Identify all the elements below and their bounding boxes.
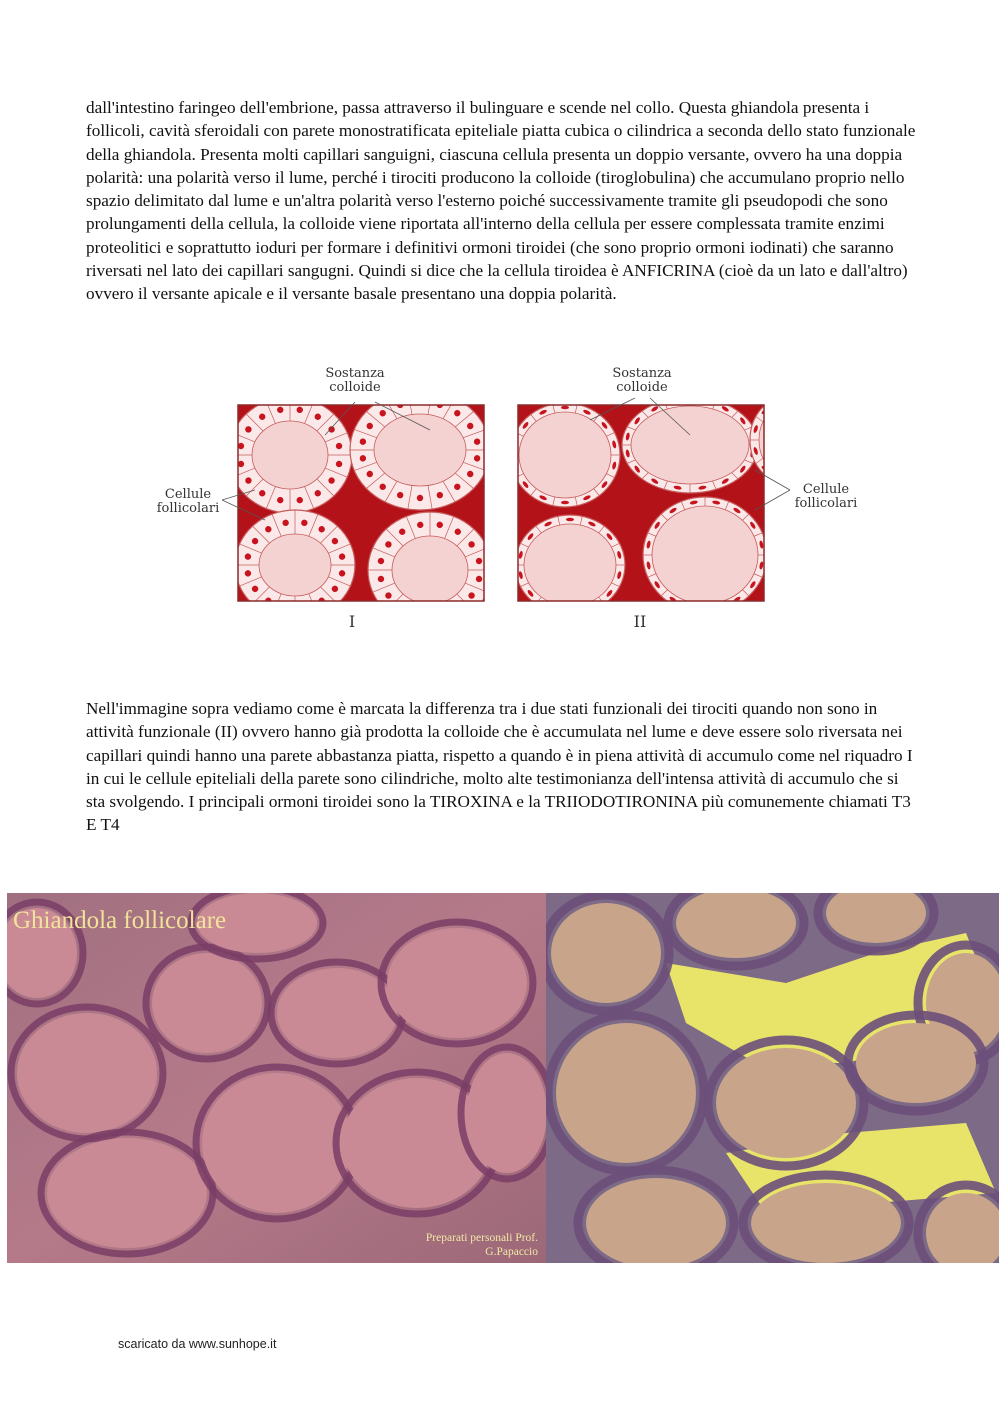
label-follicolari-left: follicolari bbox=[156, 501, 220, 516]
histology-photo-right bbox=[546, 893, 999, 1263]
follicle-diagram-svg bbox=[130, 360, 890, 650]
photo-follicle-colloid bbox=[716, 1048, 856, 1158]
follicle-active bbox=[368, 512, 492, 628]
photo-follicle-colloid bbox=[152, 953, 262, 1053]
photo-follicle-colloid bbox=[751, 1183, 901, 1263]
label-sostanza-right: Sostanza bbox=[612, 366, 672, 381]
panel-label-ii: II bbox=[633, 612, 647, 631]
photo-follicle-colloid bbox=[856, 1023, 976, 1103]
photo-title: Ghiandola follicolare bbox=[13, 907, 227, 934]
photo-follicle-colloid bbox=[17, 1013, 157, 1133]
photo-follicle-colloid bbox=[202, 1073, 352, 1213]
label-colloide-right: colloide bbox=[616, 380, 668, 395]
follicle-resting bbox=[622, 397, 758, 493]
photo-follicle-colloid bbox=[387, 928, 527, 1038]
follicle-resting bbox=[510, 403, 620, 507]
follicle-resting bbox=[515, 515, 625, 615]
photo-follicle-colloid bbox=[467, 1053, 546, 1173]
photo-follicle-colloid bbox=[551, 903, 661, 1003]
photo-follicle-colloid bbox=[47, 1138, 207, 1248]
paragraph-intro: dall'intestino faringeo dell'embrione, passa attraverso il bulinguare e scende nel collo. Questa ghiandola presenta i follicoli, cavità sferoidali con parete monostratificata epiteliale piatta cubica o cilindrica a seconda dello stato funzionale della ghiandola. Presenta molti capillari sanguigni, ciascuna cellula presenta un doppio versante, ovvero ha una doppia polarità: una polarità verso il lume, perché i tirociti producono la colloide (tiroglobulina) che accumulano proprio nello spazio delimitato dal lume e un'altra polarità verso l'esterno poiché successivamente tramite gli pseudopodi che sono prolungamenti della cellula, la colloide viene riportata all'interno della cellula per essere complessata tramite enzimi proteolitici e soprattutto ioduri per formare i definitivi ormoni tiroidei (che sono proprio ormoni iodinati) che saranno riversati nel lato dei capillari sangugni. Quindi si dice che la cellula tiroidea è ANFICRINA (cioè da un lato e dall'altro) ovvero il versante apicale e il versante basale presentano una doppia polarità. bbox=[86, 98, 916, 304]
follicle-active bbox=[228, 397, 352, 513]
paragraph-explanation: Nell'immagine sopra vediamo come è marcata la differenza tra i due stati funzionali dei tirociti quando non sono in attività funzionale (II) ovvero hanno già prodotta la colloide che è accumulata nel lume e deve essere solo riversata nei capillari quindi hanno una parete abbastanza piatta, rispetto a quando è in piena attività di accumulo come nel riquadro I in cui le cellule epiteliali della parete sono cilindriche, molto alte testimonianza dell'intensa attività di accumulo che si sta svolgendo. I principali ormoni tiroidei sono la TIROXINA e la TRIIODOTIRONINA più comunemente chiamati T3 E T4 bbox=[86, 699, 913, 835]
panel-ii-histology bbox=[510, 397, 810, 615]
photo-credit bbox=[426, 1231, 538, 1259]
photo-follicle-colloid bbox=[556, 1023, 696, 1163]
follicle-resting bbox=[643, 497, 767, 613]
label-sostanza-left: Sostanza bbox=[325, 366, 385, 381]
label-follicolari-right: follicolari bbox=[794, 496, 858, 511]
follicle-diagram bbox=[130, 360, 890, 650]
label-cellule-left: Cellule bbox=[164, 487, 212, 502]
panel-i-histology bbox=[228, 390, 492, 628]
footer-source: scaricato da www.sunhope.it bbox=[118, 1337, 277, 1351]
histology-photo-left-image bbox=[7, 893, 546, 1263]
histology-photo-left bbox=[7, 893, 546, 1263]
label-cellule-right: Cellule bbox=[802, 482, 850, 497]
follicle-active bbox=[350, 390, 490, 510]
follicle-active bbox=[235, 510, 355, 620]
label-colloide-left: colloide bbox=[329, 380, 381, 395]
photo-credit-line1: Preparati personali Prof. bbox=[425, 1232, 538, 1244]
histology-photo-right-image bbox=[546, 893, 999, 1263]
panel-label-i: I bbox=[348, 612, 356, 631]
follicle-resting bbox=[750, 400, 810, 480]
photo-credit-line2: G.Papaccio bbox=[485, 1246, 538, 1258]
